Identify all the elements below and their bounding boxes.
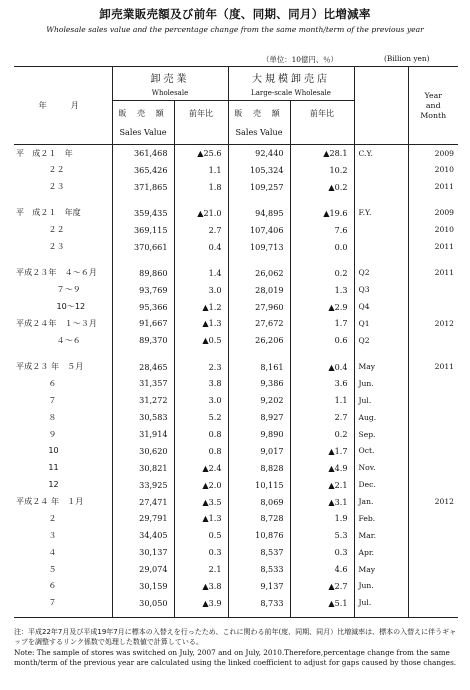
table-row — [14, 561, 458, 578]
cell-large-change: 0.2 — [290, 264, 354, 281]
cell-wholesale-sales: 371,865 — [112, 178, 174, 195]
cell-period: 平 成２１ 年度 — [16, 207, 81, 218]
cell-large-sales: 28,019 — [228, 281, 290, 298]
table-row — [14, 332, 458, 349]
cell-year-en — [408, 561, 458, 578]
cell-wholesale-change: 0.8 — [174, 442, 228, 459]
table-row — [14, 409, 458, 426]
cell-year-en: 2011 — [408, 264, 458, 281]
table-row — [14, 544, 458, 561]
cell-large-change: 1.7 — [290, 315, 354, 332]
header-large-en: Large-scale Wholesale — [251, 89, 331, 97]
cell-large-change: ▲5.1 — [290, 594, 354, 611]
cell-large-sales: 8,069 — [228, 493, 290, 510]
cell-large-change: 1.3 — [290, 281, 354, 298]
cell-period: ５ — [16, 563, 57, 574]
cell-period-en: Mar. — [354, 527, 408, 544]
cell-period-en: Jul. — [354, 594, 408, 611]
table-row — [14, 527, 458, 544]
cell-wholesale-sales: 28,465 — [112, 358, 174, 375]
table-row — [14, 375, 458, 392]
cell-year-en — [408, 281, 458, 298]
cell-wholesale-change: ▲3.8 — [174, 577, 228, 594]
cell-wholesale-change: ▲2.0 — [174, 476, 228, 493]
cell-large-change: ▲19.6 — [290, 204, 354, 221]
cell-large-change: 2.7 — [290, 409, 354, 426]
cell-year-en — [408, 510, 458, 527]
cell-period: ３ — [16, 529, 57, 540]
header-wholesale-en: Wholesale — [151, 89, 189, 97]
cell-wholesale-sales: 30,620 — [112, 442, 174, 459]
cell-large-change: 0.0 — [290, 238, 354, 255]
cell-wholesale-change: 0.3 — [174, 544, 228, 561]
table-row — [14, 493, 458, 510]
cell-large-sales: 27,672 — [228, 315, 290, 332]
cell-year-en — [408, 332, 458, 349]
cell-year-en — [408, 476, 458, 493]
cell-period-en: Q3 — [354, 281, 408, 298]
row-bottom-spacer — [14, 611, 458, 617]
cell-period: 11 — [16, 462, 59, 473]
cell-wholesale-change: 1.4 — [174, 264, 228, 281]
cell-large-sales: 94,895 — [228, 204, 290, 221]
cell-large-sales: 9,017 — [228, 442, 290, 459]
cell-wholesale-sales: 29,074 — [112, 561, 174, 578]
table-row — [14, 426, 458, 443]
row-spacer — [14, 349, 458, 358]
cell-wholesale-sales: 89,370 — [112, 332, 174, 349]
cell-period-en — [354, 238, 408, 255]
cell-large-change: 4.6 — [290, 561, 354, 578]
cell-large-sales: 9,386 — [228, 375, 290, 392]
cell-wholesale-sales: 31,357 — [112, 375, 174, 392]
cell-wholesale-sales: 370,661 — [112, 238, 174, 255]
cell-large-sales: 10,115 — [228, 476, 290, 493]
cell-wholesale-sales: 30,137 — [112, 544, 174, 561]
cell-large-sales: 107,406 — [228, 221, 290, 238]
cell-wholesale-change: 3.8 — [174, 375, 228, 392]
cell-year-en: 2010 — [408, 221, 458, 238]
cell-wholesale-sales: 365,426 — [112, 161, 174, 178]
cell-large-change: ▲4.9 — [290, 459, 354, 476]
cell-wholesale-change: 1.8 — [174, 178, 228, 195]
cell-period-en: Aug. — [354, 409, 408, 426]
cell-year-en: 2012 — [408, 315, 458, 332]
cell-large-sales: 26,062 — [228, 264, 290, 281]
cell-wholesale-change: ▲25.6 — [174, 145, 228, 162]
cell-large-sales: 8,828 — [228, 459, 290, 476]
footnote-jp: 注：平成22年7月及び平成19年7月に標本の入替えを行ったため、これに関わる前年(度、同期、同月）比増減率は、標本の入替えに伴うギャップを調整するリンク係数で処理した数値で計算している。 — [14, 628, 457, 647]
table-row — [14, 204, 458, 221]
cell-large-change: ▲2.7 — [290, 577, 354, 594]
cell-wholesale-sales: 27,471 — [112, 493, 174, 510]
cell-large-change: ▲2.1 — [290, 476, 354, 493]
cell-year-en — [408, 577, 458, 594]
cell-wholesale-sales: 30,821 — [112, 459, 174, 476]
cell-year-en — [408, 442, 458, 459]
cell-period-en: Jan. — [354, 493, 408, 510]
cell-wholesale-change: ▲0.5 — [174, 332, 228, 349]
cell-period: ２３ — [16, 181, 65, 192]
cell-year-en: 2011 — [408, 238, 458, 255]
header-ls-sales-en: Sales Value — [228, 127, 290, 145]
cell-year-en: 2011 — [408, 358, 458, 375]
cell-period-en: Dec. — [354, 476, 408, 493]
cell-wholesale-change: ▲1.3 — [174, 315, 228, 332]
table-row — [14, 594, 458, 611]
cell-period: ４ — [16, 546, 57, 557]
cell-large-sales: 27,960 — [228, 298, 290, 315]
cell-wholesale-sales: 89,860 — [112, 264, 174, 281]
cell-year-en: 2009 — [408, 145, 458, 162]
cell-period: ２２ — [16, 224, 65, 235]
cell-period-en: Q2 — [354, 264, 408, 281]
cell-wholesale-change: 5.2 — [174, 409, 228, 426]
cell-year-en: 2010 — [408, 161, 458, 178]
cell-large-sales: 9,202 — [228, 392, 290, 409]
cell-period: 平成２４年 １～３月 — [16, 317, 97, 328]
header-period: 年 月 — [14, 67, 112, 145]
unit-label-en: (Billion yen) — [384, 54, 430, 63]
cell-wholesale-change: ▲1.2 — [174, 298, 228, 315]
cell-period-en: Feb. — [354, 510, 408, 527]
cell-large-change: ▲0.2 — [290, 178, 354, 195]
cell-year-en — [408, 544, 458, 561]
cell-wholesale-change: 3.0 — [174, 281, 228, 298]
cell-wholesale-change: 2.1 — [174, 561, 228, 578]
table-row — [14, 442, 458, 459]
cell-wholesale-change: 3.0 — [174, 392, 228, 409]
cell-large-change: 0.3 — [290, 544, 354, 561]
cell-wholesale-change: ▲3.5 — [174, 493, 228, 510]
cell-large-change: 7.6 — [290, 221, 354, 238]
cell-large-change: ▲0.4 — [290, 358, 354, 375]
cell-year-en — [408, 426, 458, 443]
cell-period: 10～12 — [16, 301, 86, 312]
header-wholesale-jp: 卸売業 — [150, 74, 190, 85]
cell-year-en — [408, 594, 458, 611]
footnote — [14, 627, 462, 668]
cell-wholesale-sales: 29,791 — [112, 510, 174, 527]
cell-large-change: 10.2 — [290, 161, 354, 178]
cell-wholesale-sales: 369,115 — [112, 221, 174, 238]
header-ls-change-jp: 前年比 — [290, 101, 354, 127]
cell-period-en: Sep. — [354, 426, 408, 443]
table-row — [14, 145, 458, 162]
cell-large-change: 5.3 — [290, 527, 354, 544]
cell-year-en — [408, 527, 458, 544]
cell-wholesale-change: 0.4 — [174, 238, 228, 255]
header-wholesale — [112, 67, 228, 101]
cell-wholesale-sales: 91,667 — [112, 315, 174, 332]
cell-large-sales: 109,713 — [228, 238, 290, 255]
cell-large-change: 0.6 — [290, 332, 354, 349]
cell-large-change: 3.6 — [290, 375, 354, 392]
page-subtitle: Wholesale sales value and the percentage change from the same month/term of the previous year — [46, 25, 424, 34]
cell-period-en: May — [354, 358, 408, 375]
cell-period: ９ — [16, 428, 57, 439]
cell-large-sales: 105,324 — [228, 161, 290, 178]
table-row — [14, 476, 458, 493]
cell-wholesale-sales: 359,435 — [112, 204, 174, 221]
sales-table — [14, 66, 458, 618]
table-row — [14, 459, 458, 476]
cell-period: ２３ — [16, 241, 65, 252]
cell-wholesale-change: 0.8 — [174, 426, 228, 443]
cell-period-en: Jun. — [354, 375, 408, 392]
header-large-jp: 大規模卸売店 — [252, 74, 330, 85]
cell-period-en: F.Y. — [354, 204, 408, 221]
cell-period: 平成２３年 ４～６月 — [16, 267, 97, 278]
cell-large-change: 0.2 — [290, 426, 354, 443]
header-ws-sales-en: Sales Value — [112, 127, 174, 145]
row-spacer — [14, 195, 458, 204]
table-body — [14, 145, 458, 618]
table-row — [14, 510, 458, 527]
cell-large-change: ▲28.1 — [290, 145, 354, 162]
cell-wholesale-change: 2.3 — [174, 358, 228, 375]
header-ws-change-jp: 前年比 — [174, 101, 228, 127]
cell-wholesale-sales: 31,272 — [112, 392, 174, 409]
cell-year-en — [408, 392, 458, 409]
cell-wholesale-sales: 33,925 — [112, 476, 174, 493]
cell-large-sales: 9,890 — [228, 426, 290, 443]
cell-period-en: Nov. — [354, 459, 408, 476]
cell-wholesale-sales: 30,583 — [112, 409, 174, 426]
cell-large-sales: 8,161 — [228, 358, 290, 375]
cell-period: ８ — [16, 411, 57, 422]
cell-period-en — [354, 161, 408, 178]
header-ls-sales-jp: 販 売 額 — [228, 101, 290, 127]
cell-wholesale-change: 2.7 — [174, 221, 228, 238]
cell-period: ４～６ — [16, 334, 81, 345]
cell-period-en: Q2 — [354, 332, 408, 349]
table-row — [14, 281, 458, 298]
cell-period: ２２ — [16, 164, 65, 175]
header-year-month-en: Year and Month — [408, 67, 458, 145]
cell-period: 10 — [16, 445, 59, 456]
cell-large-sales: 109,257 — [228, 178, 290, 195]
cell-period: ７ — [16, 597, 57, 608]
cell-large-sales: 8,728 — [228, 510, 290, 527]
cell-wholesale-change: ▲3.9 — [174, 594, 228, 611]
header-large — [228, 67, 354, 101]
cell-period-en: Apr. — [354, 544, 408, 561]
cell-year-en — [408, 409, 458, 426]
cell-year-en: 2009 — [408, 204, 458, 221]
page-title: 卸売業販売額及び前年（度、同期、同月）比増減率 — [99, 7, 371, 21]
cell-period-en: Jun. — [354, 577, 408, 594]
cell-year-en: 2011 — [408, 178, 458, 195]
table-row — [14, 221, 458, 238]
table-row — [14, 178, 458, 195]
cell-large-sales: 8,537 — [228, 544, 290, 561]
cell-large-sales: 10,876 — [228, 527, 290, 544]
cell-period-en: Q4 — [354, 298, 408, 315]
header-ws-sales-jp: 販 売 額 — [112, 101, 174, 127]
cell-period-en: Oct. — [354, 442, 408, 459]
cell-period: ６ — [16, 377, 57, 388]
cell-large-change: ▲3.1 — [290, 493, 354, 510]
unit-label-jp: （単位：10億円、％） — [262, 55, 338, 64]
cell-wholesale-change: 0.5 — [174, 527, 228, 544]
cell-period: ２ — [16, 512, 57, 523]
cell-large-sales: 9,137 — [228, 577, 290, 594]
table-row — [14, 161, 458, 178]
cell-wholesale-change: ▲2.4 — [174, 459, 228, 476]
cell-wholesale-change: 1.1 — [174, 161, 228, 178]
cell-large-sales: 8,733 — [228, 594, 290, 611]
cell-large-sales: 26,206 — [228, 332, 290, 349]
cell-wholesale-change: ▲21.0 — [174, 204, 228, 221]
cell-wholesale-sales: 30,159 — [112, 577, 174, 594]
cell-wholesale-sales: 30,050 — [112, 594, 174, 611]
row-spacer — [14, 255, 458, 264]
table-row — [14, 264, 458, 281]
cell-period: ６ — [16, 580, 57, 591]
cell-period: 平 成２１ 年 — [16, 147, 73, 158]
table-row — [14, 238, 458, 255]
cell-large-change: ▲1.7 — [290, 442, 354, 459]
cell-year-en — [408, 375, 458, 392]
cell-period-en — [354, 178, 408, 195]
table-row — [14, 315, 458, 332]
table-row — [14, 298, 458, 315]
cell-period-en: Jul. — [354, 392, 408, 409]
cell-period: 平成２３ 年 ５月 — [16, 361, 84, 371]
cell-period-en — [354, 221, 408, 238]
cell-year-en — [408, 459, 458, 476]
table-row — [14, 392, 458, 409]
cell-large-change: 1.1 — [290, 392, 354, 409]
cell-year-en: 2012 — [408, 493, 458, 510]
cell-large-sales: 8,927 — [228, 409, 290, 426]
cell-year-en — [408, 298, 458, 315]
cell-period: 平成２４ 年 １月 — [16, 496, 84, 506]
cell-period-en: May — [354, 561, 408, 578]
cell-wholesale-sales: 361,468 — [112, 145, 174, 162]
cell-wholesale-sales: 93,769 — [112, 281, 174, 298]
cell-wholesale-change: ▲1.3 — [174, 510, 228, 527]
cell-period: 12 — [16, 479, 59, 490]
cell-large-change: 1.9 — [290, 510, 354, 527]
cell-large-change: ▲2.9 — [290, 298, 354, 315]
table-row — [14, 358, 458, 375]
cell-period: ７～９ — [16, 284, 81, 295]
cell-wholesale-sales: 95,366 — [112, 298, 174, 315]
footnote-en: Note: The sample of stores was switched on July, 2007 and on July, 2010.Therefore,percentage change from the same month/term of the previous year are calculated using the linked coefficient to adjust for gaps caused by those changes. — [14, 647, 457, 667]
cell-large-sales: 92,440 — [228, 145, 290, 162]
cell-period: ７ — [16, 394, 57, 405]
cell-wholesale-sales: 31,914 — [112, 426, 174, 443]
cell-wholesale-sales: 34,405 — [112, 527, 174, 544]
cell-large-sales: 8,533 — [228, 561, 290, 578]
cell-period-en: C.Y. — [354, 145, 408, 162]
table-row — [14, 577, 458, 594]
cell-period-en: Q1 — [354, 315, 408, 332]
